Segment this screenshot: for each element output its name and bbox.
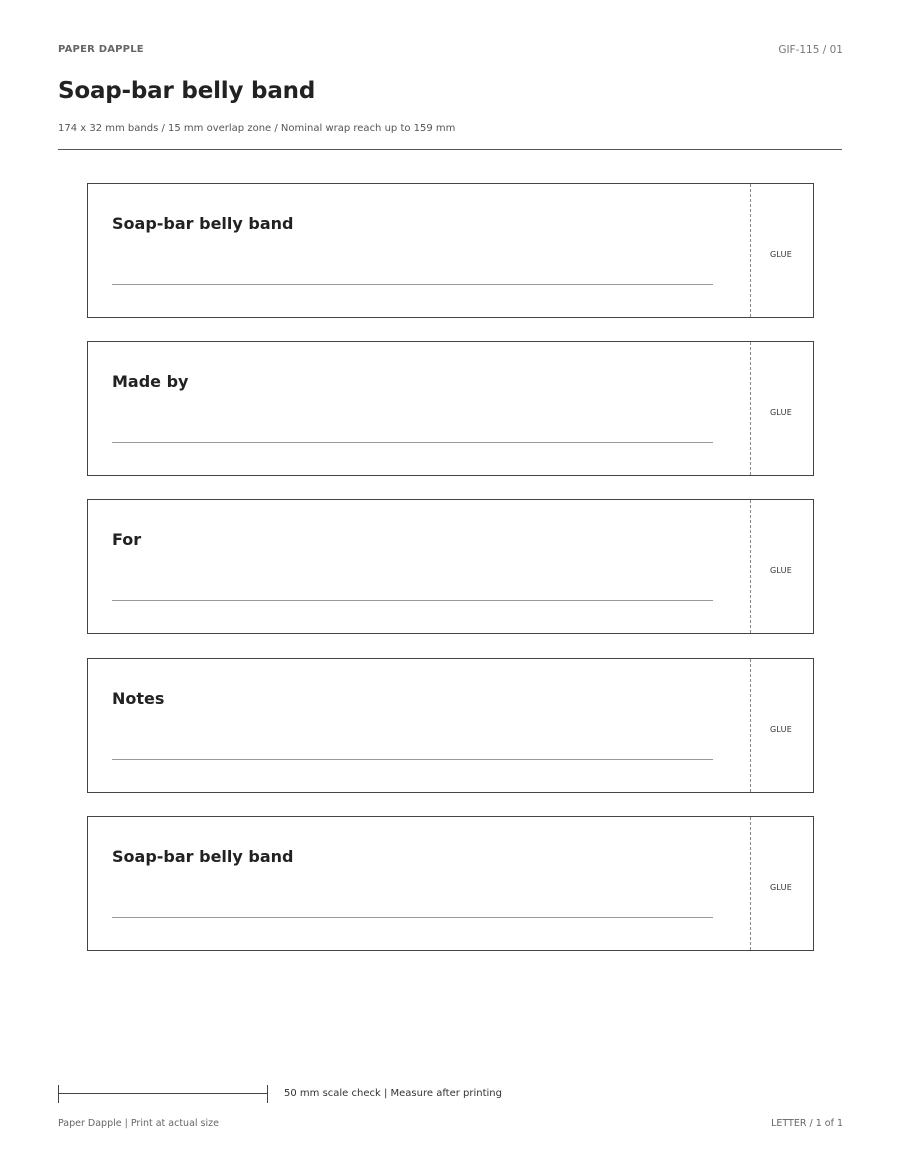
band-label: Soap-bar belly band [112, 847, 294, 866]
document-id: GIF-115 / 01 [778, 44, 843, 56]
write-line [112, 917, 713, 918]
scale-tick-right [267, 1085, 268, 1103]
scale-caption: 50 mm scale check | Measure after printing [284, 1088, 502, 1099]
fold-line [750, 342, 751, 475]
glue-label: GLUE [770, 408, 792, 417]
band-label: Soap-bar belly band [112, 214, 294, 233]
write-line [112, 284, 713, 285]
scale-tick-left [58, 1085, 59, 1103]
glue-label: GLUE [770, 566, 792, 575]
brand-name: PAPER DAPPLE [58, 44, 144, 55]
fold-line [750, 184, 751, 317]
header-divider [58, 149, 842, 150]
footer-right: LETTER / 1 of 1 [771, 1118, 843, 1129]
fold-line [750, 817, 751, 950]
glue-label: GLUE [770, 725, 792, 734]
page-subtitle: 174 x 32 mm bands / 15 mm overlap zone / Nominal wrap reach up to 159 mm [58, 123, 456, 134]
write-line [112, 759, 713, 760]
belly-band [87, 816, 814, 951]
fold-line [750, 500, 751, 633]
belly-band [87, 183, 814, 318]
band-label: For [112, 530, 142, 549]
band-label: Made by [112, 372, 189, 391]
write-line [112, 600, 713, 601]
glue-label: GLUE [770, 883, 792, 892]
band-label: Notes [112, 689, 165, 708]
belly-band [87, 341, 814, 476]
write-line [112, 442, 713, 443]
glue-label: GLUE [770, 250, 792, 259]
footer-left: Paper Dapple | Print at actual size [58, 1118, 219, 1129]
belly-band [87, 658, 814, 793]
scale-bar [58, 1085, 268, 1103]
fold-line [750, 659, 751, 792]
page-title: Soap-bar belly band [58, 78, 316, 104]
scale-line [58, 1093, 268, 1094]
belly-band [87, 499, 814, 634]
